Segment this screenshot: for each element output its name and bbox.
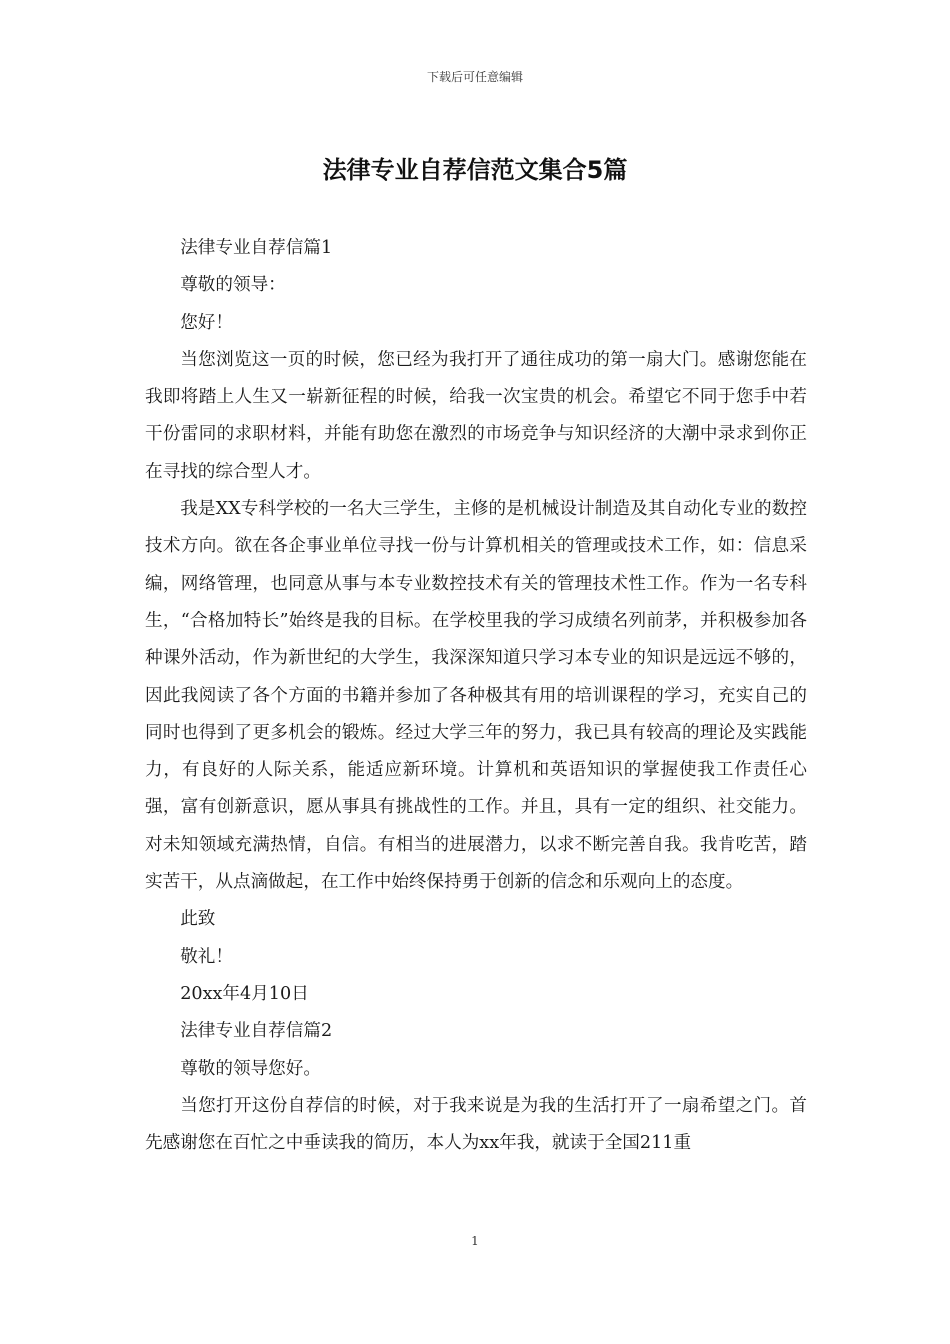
- section-heading-1: 法律专业自荐信篇1: [180, 238, 333, 258]
- document-body: [145, 230, 807, 1162]
- salutation: 尊敬的领导：: [180, 275, 286, 296]
- header-note: 下载后可任意编辑: [426, 70, 523, 84]
- body-paragraph: 当您浏览这一页的时候，您已经为我打开了通往成功的第一扇大门。感谢您能在我即将踏上人生又一崭新征程的时候，给我一次宝贵的机会。希望它不同于您手中若干份雷同的求职材料，并能有助您在激烈的市场竞争与知识经济的大潮中录求到你正在寻找的综合型人才。: [145, 349, 807, 482]
- page-number: 1: [471, 1234, 479, 1248]
- document-title: 法律专业自荐信范文集合5篇: [322, 156, 628, 184]
- section-heading-2: 法律专业自荐信篇2: [180, 1021, 333, 1042]
- regards: 敬礼！: [180, 946, 233, 967]
- closing: 此致: [180, 909, 216, 930]
- body-paragraph: 当您打开这份自荐信的时候，对于我来说是为我的生活打开了一扇希望之门。首先感谢您在百忙之中垂读我的简历，本人为xx年我，就读于全国211重: [145, 1095, 807, 1154]
- date-line: 20xx年4月10日: [180, 983, 309, 1004]
- body-paragraph: 我是XX专科学校的一名大三学生，主修的是机械设计制造及其自动化专业的数控技术方向。欲在各企事业单位寻找一份与计算机相关的管理或技术工作，如：信息采编，网络管理，也同意从事与本专业数控技术有关的管理技术性工作。作为一名专科生，“合格加特长”始终是我的目标。在学校里我的学习成绩名列前茅，并积极参加各种课外活动，作为新世纪的大学生，我深深知道只学习本专业的知识是远远不够的，因此我阅读了各个方面的书籍并参加了各种极其有用的培训课程的学习，充实自己的同时也得到了更多机会的锻炼。经过大学三年的努力，我已具有较高的理论及实践能力，有良好的人际关系，能适应新环境。计算机和英语知识的掌握使我工作责任心强，富有创新意识，愿从事具有挑战性的工作。并且，具有一定的组织、社交能力。对未知领域充满热情，自信。有相当的进展潜力，以求不断完善自我。我肯吃苦，踏实苦干，从点滴做起，在工作中始终保持勇于创新的信念和乐观向上的态度。: [145, 499, 807, 893]
- salutation: 尊敬的领导您好。: [180, 1058, 321, 1079]
- greeting: 您好！: [180, 312, 233, 333]
